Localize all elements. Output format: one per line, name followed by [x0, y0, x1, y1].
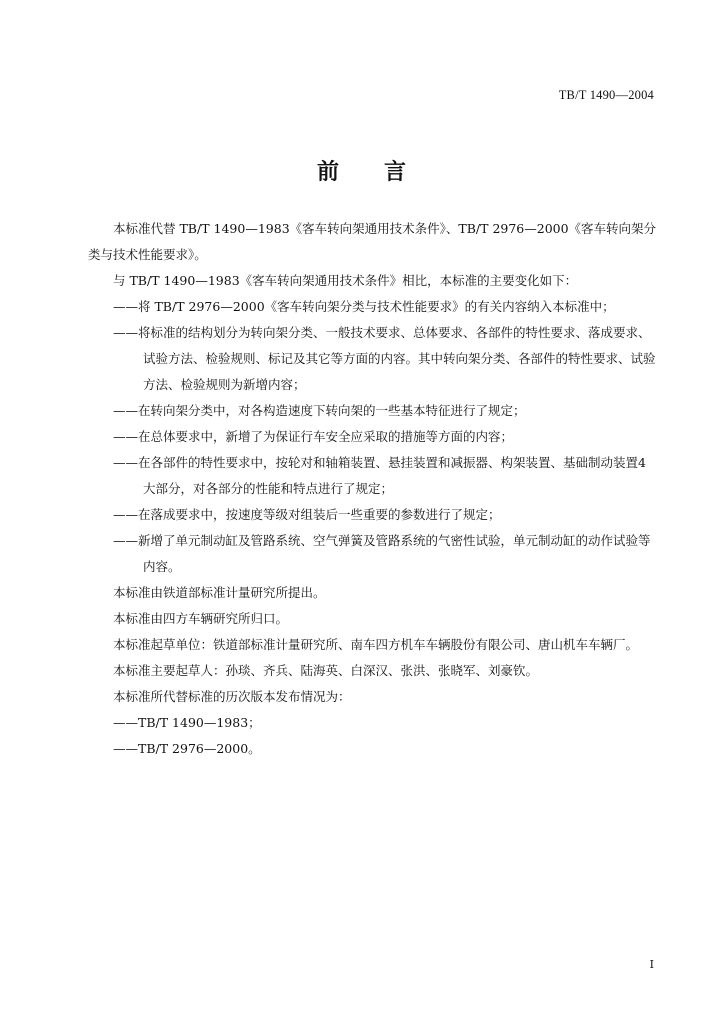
history-item-1: ——TB/T 1490—1983； — [113, 715, 261, 730]
paragraph-drafting-units: 本标准起草单位：铁道部标准计量研究所、南车四方机车车辆股份有限公司、唐山机车车辆厂。 — [113, 637, 639, 652]
standard-code: TB/T 1490—2004 — [558, 88, 654, 102]
page-title — [0, 155, 724, 186]
title-char-2: 言 — [384, 159, 408, 185]
paragraph-administered-by: 本标准由四方车辆研究所归口。 — [113, 611, 289, 626]
paragraph-changes-intro: 与 TB/T 1490—1983《客车转向架通用技术条件》相比，本标准的主要变化如下： — [113, 273, 578, 288]
paragraph-history-intro: 本标准所代替标准的历次版本发布情况为： — [113, 689, 351, 704]
change-item-1: ——将 TB/T 2976—2000《客车转向架分类与技术性能要求》的有关内容纳入本标准中； — [113, 299, 615, 314]
change-item-7: ——新增了单元制动缸及管路系统、空气弹簧及管路系统的气密性试验，单元制动缸的动作试验等内容。 — [113, 533, 651, 574]
change-item-5: ——在各部件的特性要求中，按轮对和轴箱装置、悬挂装置和减振器、构架装置、基础制动装置4大部分，对各部分的性能和特点进行了规定； — [113, 455, 646, 496]
page-number: I — [649, 958, 654, 971]
history-item-2: ——TB/T 2976—2000。 — [113, 741, 261, 756]
change-item-4: ——在总体要求中，新增了为保证行车安全应采取的措施等方面的内容； — [113, 429, 514, 444]
change-item-2: ——将标准的结构划分为转向架分类、一般技术要求、总体要求、各部件的特性要求、落成要求、试验方法、检验规则、标记及其它等方面的内容。其中转向架分类、各部件的特性要求、试验方法、检验规则为新增内容； — [113, 325, 656, 392]
title-char-1: 前 — [316, 159, 340, 185]
change-item-6: ——在落成要求中，按速度等级对组装后一些重要的参数进行了规定； — [113, 507, 501, 522]
paragraph-replaces: 本标准代替 TB/T 1490—1983《客车转向架通用技术条件》、TB/T 2976—2000《客车转向架分类与技术性能要求》。 — [88, 221, 657, 262]
change-item-3: ——在转向架分类中，对各构造速度下转向架的一些基本特征进行了规定； — [113, 403, 526, 418]
paragraph-drafters: 本标准主要起草人：孙琰、齐兵、陆海英、白深汉、张洪、张晓军、刘豪钦。 — [113, 663, 539, 678]
foreword-body — [88, 216, 658, 762]
paragraph-proposed-by: 本标准由铁道部标准计量研究所提出。 — [113, 585, 326, 600]
